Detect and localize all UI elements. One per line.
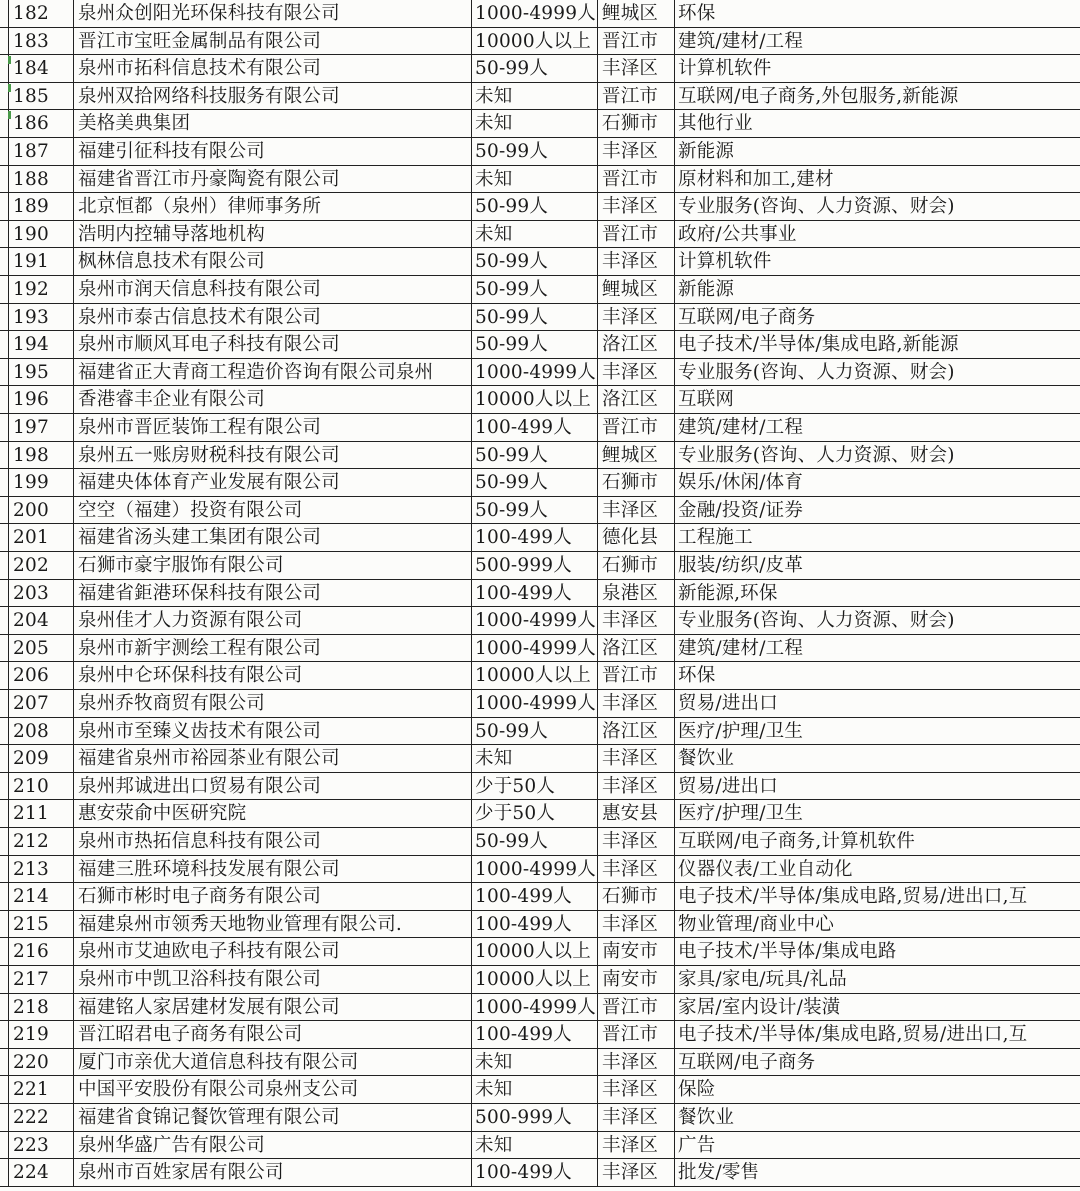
district-cell[interactable]: 石狮市 [597,110,674,137]
row-number-cell[interactable]: 196 [8,386,73,413]
company-size-cell[interactable]: 10000人以上 [471,662,597,689]
company-name-cell[interactable]: 晋江昭君电子商务有限公司 [73,1021,471,1048]
company-name-cell[interactable]: 泉州市艾迪欧电子科技有限公司 [73,938,471,965]
district-cell[interactable]: 丰泽区 [597,304,674,331]
company-name-cell[interactable]: 福建央体体育产业发展有限公司 [73,469,471,496]
industry-cell[interactable]: 批发/零售 [674,1159,1080,1186]
industry-cell[interactable]: 仪器仪表/工业自动化 [674,856,1080,883]
company-size-cell[interactable]: 10000人以上 [471,28,597,55]
row-number-cell[interactable]: 186 [8,110,73,137]
company-size-cell[interactable]: 未知 [471,83,597,110]
row-number-cell[interactable]: 194 [8,331,73,358]
row-number-cell[interactable]: 210 [8,773,73,800]
company-size-cell[interactable]: 50-99人 [471,248,597,275]
table-row [0,221,1080,249]
industry-cell[interactable]: 工程施工 [674,524,1080,551]
industry-cell[interactable]: 电子技术/半导体/集成电路,新能源 [674,331,1080,358]
company-size-cell[interactable]: 1000-4999人 [471,856,597,883]
table-row [0,911,1080,939]
row-number-cell[interactable]: 195 [8,359,73,386]
district-cell[interactable]: 晋江市 [597,221,674,248]
district-cell[interactable]: 丰泽区 [597,690,674,717]
industry-cell[interactable]: 建筑/建材/工程 [674,28,1080,55]
company-size-cell[interactable]: 未知 [471,221,597,248]
industry-cell[interactable]: 互联网/电子商务,外包服务,新能源 [674,83,1080,110]
row-number-cell[interactable]: 197 [8,414,73,441]
row-number-cell[interactable]: 189 [8,193,73,220]
district-cell[interactable]: 丰泽区 [597,607,674,634]
company-name-cell[interactable]: 泉州市顺风耳电子科技有限公司 [73,331,471,358]
company-size-cell[interactable]: 100-499人 [471,414,597,441]
industry-cell[interactable]: 新能源,环保 [674,580,1080,607]
table-row [0,635,1080,663]
table-row [0,166,1080,194]
company-name-cell[interactable]: 泉州众创阳光环保科技有限公司 [73,0,471,27]
row-number-cell[interactable]: 214 [8,883,73,910]
row-number-cell[interactable]: 213 [8,856,73,883]
company-name-cell[interactable]: 泉州市新宇测绘工程有限公司 [73,635,471,662]
district-cell[interactable]: 丰泽区 [597,359,674,386]
district-cell[interactable]: 丰泽区 [597,193,674,220]
row-number-cell[interactable]: 204 [8,607,73,634]
table-row [0,469,1080,497]
company-size-cell[interactable]: 50-99人 [471,331,597,358]
district-cell[interactable]: 丰泽区 [597,55,674,82]
industry-cell[interactable]: 计算机软件 [674,55,1080,82]
company-size-cell[interactable]: 50-99人 [471,828,597,855]
table-row [0,414,1080,442]
company-size-cell[interactable]: 100-499人 [471,911,597,938]
industry-cell[interactable]: 家具/家电/玩具/礼品 [674,966,1080,993]
row-number-cell[interactable]: 191 [8,248,73,275]
district-cell[interactable]: 丰泽区 [597,248,674,275]
industry-cell[interactable]: 互联网 [674,386,1080,413]
company-size-cell[interactable]: 10000人以上 [471,386,597,413]
table-row [0,773,1080,801]
company-size-cell[interactable]: 未知 [471,166,597,193]
row-number-cell[interactable]: 211 [8,800,73,827]
row-number-cell[interactable]: 193 [8,304,73,331]
company-name-cell[interactable]: 福建省鉅港环保科技有限公司 [73,580,471,607]
company-name-cell[interactable]: 石狮市豪宇服饰有限公司 [73,552,471,579]
company-name-cell[interactable]: 泉州市拓科信息技术有限公司 [73,55,471,82]
row-number-cell[interactable]: 187 [8,138,73,165]
district-cell[interactable]: 丰泽区 [597,497,674,524]
company-size-cell[interactable]: 50-99人 [471,55,597,82]
table-row [0,331,1080,359]
row-number-cell[interactable]: 183 [8,28,73,55]
table-row [0,994,1080,1022]
table-row [0,497,1080,525]
table-row [0,1076,1080,1104]
district-cell[interactable]: 泉港区 [597,580,674,607]
district-cell[interactable]: 石狮市 [597,469,674,496]
row-number-cell[interactable]: 222 [8,1104,73,1131]
company-size-cell[interactable]: 1000-4999人 [471,0,597,27]
district-cell[interactable]: 丰泽区 [597,911,674,938]
industry-cell[interactable]: 互联网/电子商务 [674,1049,1080,1076]
company-size-cell[interactable]: 10000人以上 [471,938,597,965]
company-name-cell[interactable]: 泉州五一账房财税科技有限公司 [73,442,471,469]
industry-cell[interactable]: 原材料和加工,建材 [674,166,1080,193]
district-cell[interactable]: 晋江市 [597,1021,674,1048]
company-size-cell[interactable]: 50-99人 [471,276,597,303]
company-name-cell[interactable]: 北京恒都（泉州）律师事务所 [73,193,471,220]
company-name-cell[interactable]: 泉州市泰古信息技术有限公司 [73,304,471,331]
table-row [0,55,1080,83]
district-cell[interactable]: 南安市 [597,966,674,993]
table-row [0,883,1080,911]
table-row [0,248,1080,276]
company-name-cell[interactable]: 泉州邦诚进出口贸易有限公司 [73,773,471,800]
company-name-cell[interactable]: 泉州佳才人力资源有限公司 [73,607,471,634]
industry-cell[interactable]: 金融/投资/证券 [674,497,1080,524]
row-number-cell[interactable]: 182 [8,0,73,27]
row-number-cell[interactable]: 223 [8,1132,73,1159]
comment-marker [8,111,11,119]
table-row [0,110,1080,138]
company-name-cell[interactable]: 枫林信息技术有限公司 [73,248,471,275]
row-number-cell[interactable]: 217 [8,966,73,993]
company-name-cell[interactable]: 泉州华盛广告有限公司 [73,1132,471,1159]
table-row [0,718,1080,746]
table-row [0,745,1080,773]
table-row [0,1049,1080,1077]
row-number-cell[interactable]: 206 [8,662,73,689]
industry-cell[interactable]: 建筑/建材/工程 [674,635,1080,662]
company-name-cell[interactable]: 福建铭人家居建材发展有限公司 [73,994,471,1021]
industry-cell[interactable]: 政府/公共事业 [674,221,1080,248]
table-row [0,28,1080,56]
industry-cell[interactable]: 物业管理/商业中心 [674,911,1080,938]
company-size-cell[interactable]: 500-999人 [471,1104,597,1131]
district-cell[interactable]: 丰泽区 [597,1076,674,1103]
table-row [0,607,1080,635]
company-name-cell[interactable]: 厦门市亲优大道信息科技有限公司 [73,1049,471,1076]
district-cell[interactable]: 晋江市 [597,166,674,193]
industry-cell[interactable]: 医疗/护理/卫生 [674,800,1080,827]
company-size-cell[interactable]: 10000人以上 [471,966,597,993]
district-cell[interactable]: 洛江区 [597,635,674,662]
company-name-cell[interactable]: 空空（福建）投资有限公司 [73,497,471,524]
industry-cell[interactable]: 医疗/护理/卫生 [674,718,1080,745]
comment-marker [8,56,11,64]
district-cell[interactable]: 丰泽区 [597,1104,674,1131]
company-name-cell[interactable]: 福建省晋江市丹豪陶瓷有限公司 [73,166,471,193]
table-row [0,1104,1080,1132]
row-number-cell[interactable]: 220 [8,1049,73,1076]
district-cell[interactable]: 鲤城区 [597,0,674,27]
district-cell[interactable]: 丰泽区 [597,1159,674,1186]
company-size-cell[interactable]: 50-99人 [471,442,597,469]
row-number-cell[interactable]: 215 [8,911,73,938]
row-number-cell[interactable]: 190 [8,221,73,248]
company-size-cell[interactable]: 50-99人 [471,497,597,524]
table-row [0,304,1080,332]
industry-cell[interactable]: 新能源 [674,138,1080,165]
table-row [0,828,1080,856]
company-size-cell[interactable]: 少于50人 [471,800,597,827]
company-size-cell[interactable]: 500-999人 [471,552,597,579]
industry-cell[interactable]: 餐饮业 [674,745,1080,772]
row-number-cell[interactable]: 192 [8,276,73,303]
company-name-cell[interactable]: 泉州乔牧商贸有限公司 [73,690,471,717]
company-size-cell[interactable]: 100-499人 [471,1159,597,1186]
table-row [0,524,1080,552]
industry-cell[interactable]: 环保 [674,0,1080,27]
industry-cell[interactable]: 贸易/进出口 [674,690,1080,717]
comment-marker [8,84,11,92]
district-cell[interactable]: 丰泽区 [597,773,674,800]
row-number-cell[interactable]: 201 [8,524,73,551]
company-name-cell[interactable]: 惠安荥俞中医研究院 [73,800,471,827]
row-number-cell[interactable]: 219 [8,1021,73,1048]
industry-cell[interactable]: 服装/纺织/皮革 [674,552,1080,579]
company-size-cell[interactable]: 50-99人 [471,718,597,745]
company-name-cell[interactable]: 中国平安股份有限公司泉州支公司 [73,1076,471,1103]
row-number-cell[interactable]: 224 [8,1159,73,1186]
district-cell[interactable]: 晋江市 [597,414,674,441]
company-size-cell[interactable]: 100-499人 [471,883,597,910]
table-row [0,580,1080,608]
company-size-cell[interactable]: 少于50人 [471,773,597,800]
industry-cell[interactable]: 专业服务(咨询、人力资源、财会) [674,442,1080,469]
company-name-cell[interactable]: 泉州市润天信息科技有限公司 [73,276,471,303]
district-cell[interactable]: 鲤城区 [597,276,674,303]
company-size-cell[interactable]: 100-499人 [471,580,597,607]
table-row [0,442,1080,470]
industry-cell[interactable]: 电子技术/半导体/集成电路 [674,938,1080,965]
table-row [0,966,1080,994]
table-row [0,800,1080,828]
industry-cell[interactable]: 家居/室内设计/装潢 [674,994,1080,1021]
row-number-cell[interactable]: 184 [8,55,73,82]
row-number-cell[interactable]: 218 [8,994,73,1021]
district-cell[interactable]: 晋江市 [597,83,674,110]
industry-cell[interactable]: 贸易/进出口 [674,773,1080,800]
row-number-cell[interactable]: 205 [8,635,73,662]
row-number-cell[interactable]: 199 [8,469,73,496]
company-size-cell[interactable]: 50-99人 [471,304,597,331]
row-number-cell[interactable]: 188 [8,166,73,193]
company-size-cell[interactable]: 50-99人 [471,193,597,220]
table-row [0,359,1080,387]
table-row [0,386,1080,414]
district-cell[interactable]: 石狮市 [597,552,674,579]
table-row [0,1132,1080,1160]
district-cell[interactable]: 丰泽区 [597,856,674,883]
district-cell[interactable]: 洛江区 [597,331,674,358]
table-row [0,0,1080,28]
district-cell[interactable]: 惠安县 [597,800,674,827]
company-name-cell[interactable]: 泉州市至臻义齿技术有限公司 [73,718,471,745]
row-number-cell[interactable]: 198 [8,442,73,469]
district-cell[interactable]: 晋江市 [597,994,674,1021]
row-number-cell[interactable]: 209 [8,745,73,772]
industry-cell[interactable]: 餐饮业 [674,1104,1080,1131]
industry-cell[interactable]: 互联网/电子商务 [674,304,1080,331]
industry-cell[interactable]: 电子技术/半导体/集成电路,贸易/进出口,互 [674,1021,1080,1048]
table-row [0,938,1080,966]
district-cell[interactable]: 鲤城区 [597,442,674,469]
table-row [0,1021,1080,1049]
company-size-cell[interactable]: 100-499人 [471,1021,597,1048]
table-row [0,662,1080,690]
district-cell[interactable]: 晋江市 [597,662,674,689]
table-row [0,552,1080,580]
table-row [0,276,1080,304]
company-name-cell[interactable]: 晋江市宝旺金属制品有限公司 [73,28,471,55]
company-size-cell[interactable]: 1000-4999人 [471,994,597,1021]
company-size-cell[interactable]: 1000-4999人 [471,635,597,662]
industry-cell[interactable]: 娱乐/休闲/体育 [674,469,1080,496]
district-cell[interactable]: 南安市 [597,938,674,965]
company-name-cell[interactable]: 福建泉州市领秀天地物业管理有限公司. [73,911,471,938]
table-row [0,856,1080,884]
row-number-cell[interactable]: 203 [8,580,73,607]
industry-cell[interactable]: 其他行业 [674,110,1080,137]
industry-cell[interactable]: 电子技术/半导体/集成电路,贸易/进出口,互 [674,883,1080,910]
company-name-cell[interactable]: 浩明内控辅导落地机构 [73,221,471,248]
table-row [0,193,1080,221]
company-name-cell[interactable]: 石狮市彬时电子商务有限公司 [73,883,471,910]
row-number-cell[interactable]: 216 [8,938,73,965]
district-cell[interactable]: 丰泽区 [597,1049,674,1076]
company-name-cell[interactable]: 福建省汤头建工集团有限公司 [73,524,471,551]
row-number-cell[interactable]: 207 [8,690,73,717]
company-name-cell[interactable]: 泉州市百姓家居有限公司 [73,1159,471,1186]
industry-cell[interactable]: 环保 [674,662,1080,689]
district-cell[interactable]: 洛江区 [597,718,674,745]
company-name-cell[interactable]: 泉州市晋匠装饰工程有限公司 [73,414,471,441]
district-cell[interactable]: 德化县 [597,524,674,551]
table-row [0,83,1080,111]
company-size-cell[interactable]: 1000-4999人 [471,607,597,634]
company-name-cell[interactable]: 福建引征科技有限公司 [73,138,471,165]
company-size-cell[interactable]: 1000-4999人 [471,359,597,386]
district-cell[interactable]: 丰泽区 [597,1132,674,1159]
district-cell[interactable]: 丰泽区 [597,828,674,855]
company-name-cell[interactable]: 泉州市中凯卫浴科技有限公司 [73,966,471,993]
row-number-cell[interactable]: 185 [8,83,73,110]
district-cell[interactable]: 晋江市 [597,28,674,55]
row-number-cell[interactable]: 221 [8,1076,73,1103]
company-name-cell[interactable]: 美格美典集团 [73,110,471,137]
industry-cell[interactable]: 专业服务(咨询、人力资源、财会) [674,607,1080,634]
industry-cell[interactable]: 互联网/电子商务,计算机软件 [674,828,1080,855]
company-size-cell[interactable]: 未知 [471,110,597,137]
table-row [0,690,1080,718]
industry-cell[interactable]: 计算机软件 [674,248,1080,275]
district-cell[interactable]: 丰泽区 [597,138,674,165]
industry-cell[interactable]: 保险 [674,1076,1080,1103]
district-cell[interactable]: 丰泽区 [597,745,674,772]
industry-cell[interactable]: 专业服务(咨询、人力资源、财会) [674,359,1080,386]
company-size-cell[interactable]: 未知 [471,745,597,772]
industry-cell[interactable]: 建筑/建材/工程 [674,414,1080,441]
company-size-cell[interactable]: 50-99人 [471,469,597,496]
row-number-cell[interactable]: 202 [8,552,73,579]
company-name-cell[interactable]: 福建省泉州市裕园茶业有限公司 [73,745,471,772]
district-cell[interactable]: 石狮市 [597,883,674,910]
industry-cell[interactable]: 广告 [674,1132,1080,1159]
company-size-cell[interactable]: 未知 [471,1049,597,1076]
row-number-cell[interactable]: 212 [8,828,73,855]
row-number-cell[interactable]: 208 [8,718,73,745]
company-name-cell[interactable]: 泉州双拾网络科技服务有限公司 [73,83,471,110]
industry-cell[interactable]: 专业服务(咨询、人力资源、财会) [674,193,1080,220]
company-size-cell[interactable]: 50-99人 [471,138,597,165]
company-name-cell[interactable]: 福建省正大青商工程造价咨询有限公司泉州 [73,359,471,386]
district-cell[interactable]: 洛江区 [597,386,674,413]
table-row [0,1159,1080,1187]
company-name-cell[interactable]: 福建省食锦记餐饮管理有限公司 [73,1104,471,1131]
company-name-cell[interactable]: 泉州中仑环保科技有限公司 [73,662,471,689]
industry-cell[interactable]: 新能源 [674,276,1080,303]
company-name-cell[interactable]: 福建三胜环境科技发展有限公司 [73,856,471,883]
company-name-cell[interactable]: 泉州市热拓信息科技有限公司 [73,828,471,855]
company-size-cell[interactable]: 100-499人 [471,524,597,551]
row-number-cell[interactable]: 200 [8,497,73,524]
table-row [0,138,1080,166]
company-size-cell[interactable]: 未知 [471,1132,597,1159]
company-size-cell[interactable]: 1000-4999人 [471,690,597,717]
company-name-cell[interactable]: 香港睿丰企业有限公司 [73,386,471,413]
company-size-cell[interactable]: 未知 [471,1076,597,1103]
